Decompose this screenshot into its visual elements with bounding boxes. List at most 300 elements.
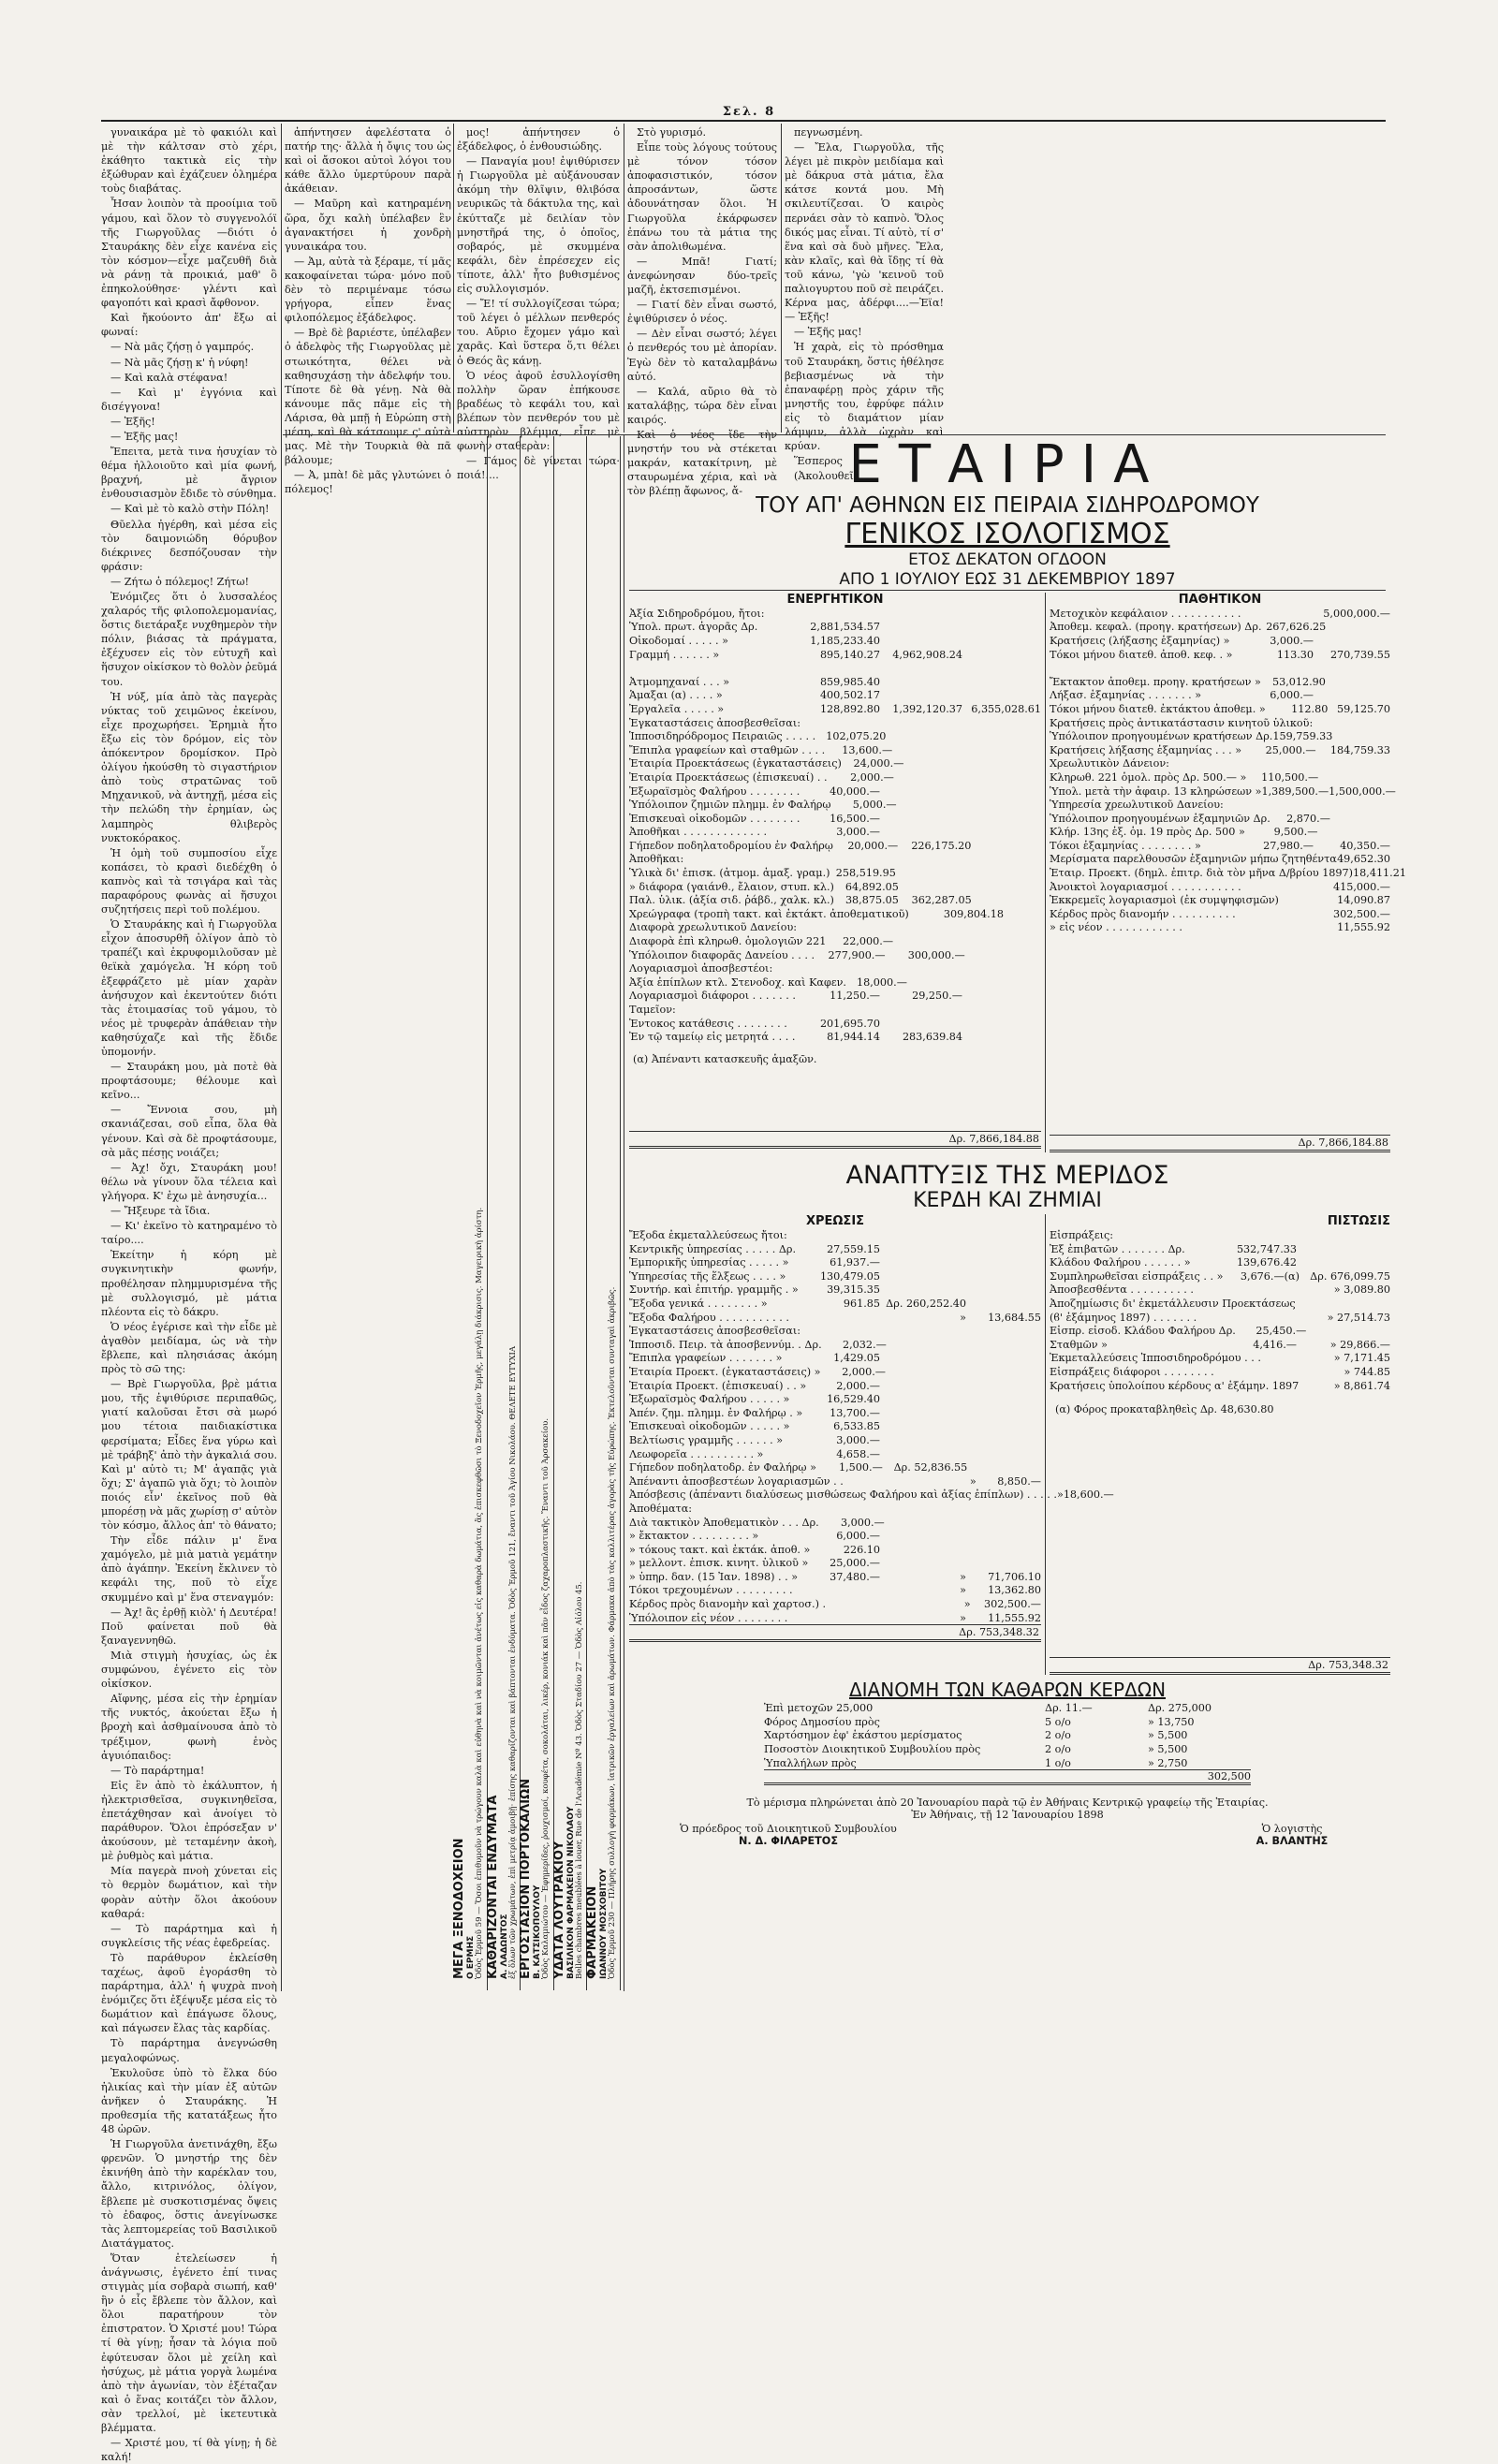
row-label: Ἀποθεμ. κεφαλ. (προηγ. κρατήσεων) Δρ.: [1050, 621, 1262, 634]
row-label: Ἀπέναντι ἀποσβεστέων λογαριασμῶν . .: [629, 1474, 844, 1488]
table-row: [1050, 812, 1390, 826]
row-amount: 18,600.—: [1063, 1489, 1114, 1502]
advertisement-title: ΦΑΡΜΑΚΕΙΟΝ: [585, 1885, 600, 1979]
paragraph: — Ἐξῆς μας!: [794, 326, 862, 339]
row-label: Ὑπόλοιπον διαφορᾶς Δανείου . . . .: [629, 948, 815, 961]
row-label: » διάφορα (γαιάνθ., ἔλαιον, στυπ. κλ.): [629, 880, 834, 893]
table-row: [629, 934, 1041, 948]
row-amount: 37,480.—: [830, 1570, 880, 1583]
paragraph: Ἕσπερος: [794, 455, 843, 468]
row-label: Ἀποζημίωσις δι' ἐκμετάλλευσιν Προεκτάσεως: [1050, 1298, 1296, 1311]
table-row: [629, 1516, 1041, 1530]
paragraph: Ἡ νύξ, μία ἀπὸ τὰς παγερὰς νύκτας τοῦ χειμῶνος ἐκείνου, εἶχε προχωρήσει. Ἐρημιὰ ἦτο ἔξω εἰς τὸν δρόμον, εἰς τὸν ἀπόκεντρον δρομίσκον. Πρὸ ὀλίγου ἠκούσθη τὸ σιγαστήριον ἀπὸ τοὺς στρατῶνας τοῦ Μηχανικοῦ, νὰ ἀντηχῇ, μέσα εἰς τὴν πελώδη τὴν ἐρημίαν, ὡς λαμπηρὸς θλιβερὸς νυκτοκόρακος.: [101, 690, 277, 844]
report-rule: [629, 590, 1386, 591]
table-row: [1050, 1255, 1390, 1269]
row-amount: 362,287.05: [911, 894, 972, 907]
paragraph: Ἐκυλοῦσε ὑπὸ τὸ ἕλκα δύο ἡλικίας καὶ τὴν μίαν ἐξ αὐτῶν ἀνῆκεν ὁ Σταυράκης. Ἡ προθεσμία τῆς κατατάξεως ἦτο 48 ὡρῶν.: [101, 2066, 277, 2136]
table-row: [629, 757, 1041, 771]
row-amount: 13,362.80: [988, 1584, 1041, 1597]
row-label: Ἀτμομηχαναί . . . »: [629, 675, 730, 688]
row-amount: 2 ο/ο: [1045, 1742, 1071, 1755]
row-label: Ἔξοδα γενικά . . . . . . . . »: [629, 1298, 768, 1311]
table-row: [629, 1297, 1041, 1311]
table-row: [629, 1570, 1041, 1584]
table-row: [629, 1611, 1041, 1625]
row-amount: 277,900.—: [828, 948, 886, 961]
story-column-2: [285, 125, 451, 496]
row-label: Διαφορὰ ἐπὶ κληρωθ. ὁμολογιῶν 221: [629, 935, 827, 948]
table-row: [1050, 853, 1390, 867]
row-amount: 415,000.—: [1332, 880, 1390, 893]
table-row: [1050, 893, 1390, 907]
credit-heading: ΠΙΣΤΩΣΙΣ: [1327, 1214, 1390, 1229]
paragraph: Εἶπε τοὺς λόγους τούτους μὲ τόνον τόσον ἀποφασιστικόν, τόσον ἀπροσάντων, ὥστε ἀδουνάτησαν ὅλοι. Ἡ Γιωργοῦλα ἐκάρφωσεν ἐπάνω του τὰ μάτια της σὰν ἀπολιθωμένα.: [627, 141, 777, 253]
row-label: Εἰσπράξεις διάφοροι . . . . . . . .: [1050, 1365, 1214, 1378]
paragraph: Τὸ παράθυρον ἐκλείσθη ταχέως, ἀφοῦ ἐγοράσθη τὸ παράρτημα, ἀλλ' ἡ ψυχρὰ πνοὴ ἐνόμιζες ὅτι ἐξέψυξε μέσα εἰς τὸ δωμάτιον καὶ ἐπάγωσε ὅλους, καὶ πάγωσεν ἔλας τὰς καρδίας.: [101, 1951, 277, 2035]
table-row: [1050, 1297, 1390, 1311]
table-row: [629, 893, 1041, 907]
advertisement-subtitle: ΙΩΑΝΝΟΥ ΜΟΣΧΟΒΙΤΟΥ: [599, 1868, 609, 1979]
table-row: [1050, 607, 1390, 621]
table-row: [629, 1447, 1041, 1461]
row-label: Ὑπολ. μετὰ τὴν ἀφαιρ. 13 κληρώσεων »: [1050, 785, 1262, 798]
table-row: [629, 1338, 1041, 1352]
row-label: Γραμμή . . . . . . »: [629, 648, 720, 661]
paragraph: Ὁ Σταυράκης καὶ ἡ Γιωργοῦλα εἶχον ἀποσυρθῆ ὀλίγον ἀπὸ τὸ τραπέζι καὶ ἐκρυφομιλοῦσαν μὲ θεϊκὰ χαμόγελα. Ἡ κόρη τοῦ ἐξεφράζετο μὲ μίαν χαρὰν ἀνήσυχον καὶ ἐκεντούτεν διότι τὰς ἑτοιμασίας τοῦ γάμου, τὸ νέος μὲ τρυφερὰν ἀπάθειαν τὴν καθησύχαζε καὶ τῆς ἔδιδε ὑπομονήν.: [101, 918, 277, 1058]
row-amount: 226.10: [843, 1543, 880, 1556]
row-amount: »: [960, 1311, 966, 1324]
paragraph: — Δὲν εἶναι σωστό; λέγει ὁ πενθερός του μὲ ἀπορίαν. Ἐγὼ δὲν τὸ καταλαμβάνω αὐτό.: [627, 328, 777, 383]
paragraph: — Ζήτω ὁ πόλεμος! Ζήτω!: [110, 575, 249, 588]
row-amount: 22,000.—: [843, 935, 894, 948]
advertisement-subtitle: Β. ΚΑΤΣΙΚΟΠΟΥΛΟΥ: [533, 1885, 543, 1979]
row-label: Μετοχικὸν κεφάλαιον . . . . . . . . . . .: [1050, 607, 1241, 620]
pl-subtitle: ΚΕΡΔΗ ΚΑΙ ΖΗΜΙΑΙ: [913, 1189, 1102, 1213]
liabilities-heading: ΠΑΘΗΤΙΚΟΝ: [1178, 593, 1262, 607]
table-row: [764, 1715, 1251, 1729]
row-label: Ἐπισκευαὶ οἰκοδομῶν . . . . . »: [629, 1420, 790, 1433]
row-amount: » 13,750: [1148, 1715, 1195, 1728]
table-row: [1050, 1228, 1390, 1242]
row-amount: »: [969, 1474, 977, 1488]
paragraph: πεγνωσμένη.: [794, 126, 863, 139]
advertisement-text: [487, 436, 519, 1987]
row-amount: 2,000.—: [850, 770, 894, 784]
table-row: [629, 785, 1041, 799]
row-label: » εἰς νέον . . . . . . . . . . . .: [1050, 921, 1182, 934]
advertisement-body: ἐξ ὅλων τῶν χρωμάτων, ἐπὶ μετρίᾳ ἀμοιβῇ· ἐπίσης καθαρίζονται καὶ βάπτονται ἐνδύματα. Ὁδὸς Ἑρμοῦ 121, ἔναντι τοῦ Ἁγίου Νικολάου. ΘΕΛΕΤΕ ΕΥΤΥΧΙΑ: [507, 1345, 518, 1979]
row-label: Ἀνοικτοὶ λογαριασμοί . . . . . . . . . . .: [1050, 880, 1241, 893]
row-label: Ὑπόλοιπον ζημιῶν πλημμ. ἐν Φαλήρῳ: [629, 799, 831, 812]
row-amount: 40,000.—: [830, 785, 880, 798]
row-amount: 25,000.—: [830, 1557, 880, 1570]
paragraph: Καὶ ἤκούοντο ἀπ' ἔξω αἱ φωναί:: [101, 312, 277, 339]
row-amount: 16,500.—: [830, 812, 880, 825]
row-label: Ἐξ ἐπιβατῶν . . . . . . . Δρ.: [1050, 1242, 1185, 1255]
row-amount: 71,706.10: [988, 1570, 1041, 1583]
page-folio: Σελ. 8: [722, 105, 776, 119]
row-label: Οἰκοδομαί . . . . . »: [629, 634, 728, 647]
row-label: Διὰ τακτικὸν Ἀποθεματικὸν . . . Δρ.: [629, 1516, 819, 1529]
table-row: [629, 1017, 1041, 1031]
advertisement-text: [453, 436, 485, 1987]
row-amount: 59,125.70: [1337, 702, 1390, 715]
table-row: [1050, 1311, 1390, 1325]
table-row: [629, 1460, 1041, 1474]
row-amount: 532,747.33: [1236, 1242, 1297, 1255]
president-name: Ν. Δ. ΦΙΛΑΡΕΤΟΣ: [739, 1835, 838, 1848]
row-label: Ἐταιρία Προεκτάσεως (ἐγκαταστάσεις): [629, 757, 842, 770]
row-amount: » 5,500: [1148, 1729, 1188, 1742]
row-label: Βελτίωσις γραμμῆς . . . . . . »: [629, 1433, 784, 1446]
table-row: [629, 1365, 1041, 1379]
paragraph: — Ἔλα, Γιωργοῦλα, τῆς λέγει μὲ πικρὸν μειδίαμα καὶ μὲ δάκρυα στὰ μάτια, ἔλα κάτσε κοντά μου. Μὴ σκιλευτίζεσαι. Ὁ καιρὸς περνάει σὰν τὸ καπνὸ. Ὅλος δικός μας εἶναι. Τί αὐτὸ, τί σ' ἕνα καὶ σὰ δυὸ μῆνες. Ἔλα, κὰν κλαῖς, καὶ θὰ ἴδῃς τί θὰ τοῦ κάνω, 'γὼ 'κεινοῦ τοῦ παλιογυρτου ποῦ σὲ πειράζει. Κέρνα μας, ἀδέρφι....—Ἐϊα! — Ἐξῆς!: [785, 141, 944, 324]
row-amount: 859,985.40: [819, 675, 880, 688]
row-label: Ταμεῖον:: [629, 1004, 676, 1017]
row-amount: » 2,750: [1148, 1756, 1188, 1769]
accountant-name: Α. ΒΛΑΝΤΗΣ: [1256, 1835, 1329, 1848]
table-row: [629, 607, 1041, 621]
paragraph: Ἡ χαρὰ, εἰς τὸ πρόσθημα τοῦ Σταυράκη, ὅστις ἠθέλησε βεβιασμένως νὰ τὴν ἐπαναφέρῃ πρὸς χάριν τῆς μνηστῆς του, ἐφρύφε πάλιν εἰς τὸ διαμάτιον μίαν λάμψιν, ἀλλὰ ὠχρὰν καὶ κρύαν.: [785, 341, 944, 453]
report-period: ΑΠΟ 1 ΙΟΥΛΙΟΥ ΕΩΣ 31 ΔΕΚΕΜΒΡΙΟΥ 1897: [839, 570, 1176, 589]
table-row: [764, 1701, 1251, 1715]
row-amount: 302,500.—: [983, 1598, 1041, 1611]
row-label: Ἔκτακτον ἀποθεμ. προηγ. κρατήσεων »: [1050, 675, 1261, 688]
table-row: [629, 1529, 1041, 1543]
paragraph: — Γιατί δὲν εἶναι σωστό, ἐψιθύρισεν ὁ νέος.: [627, 299, 777, 326]
row-amount: 2 ο/ο: [1045, 1729, 1071, 1742]
advertisement: [553, 436, 588, 1990]
row-label: Ὑπόλοιπον προηγουμένων ἑξαμηνιῶν Δρ.: [1050, 812, 1270, 825]
row-amount: »: [960, 1570, 966, 1583]
row-amount: 139,676.42: [1236, 1256, 1297, 1269]
advertisement-text: [553, 436, 585, 1987]
table-row: [629, 1406, 1041, 1420]
advertisement-text: [586, 436, 618, 1987]
row-label: Ὑπηρεσία χρεωλυτικοῦ Δανείου:: [1050, 799, 1224, 812]
row-amount: 6,000.—: [836, 1530, 880, 1543]
distribution-title: ΔΙΑΝΟΜΗ ΤΩΝ ΚΑΘΑΡΩΝ ΚΕΡΔΩΝ: [848, 1679, 1167, 1702]
row-label: Ἀποθῆκαι . . . . . . . . . . . . .: [629, 826, 767, 839]
table-row: [629, 1242, 1041, 1256]
row-label: Κεντρικῆς ὑπηρεσίας . . . . . Δρ.: [629, 1242, 797, 1255]
row-label: Ἔξοδα Φαλήρου . . . . . . . . . . .: [629, 1311, 789, 1324]
row-amount: 1,185,233.40: [810, 634, 880, 647]
advertisement-subtitle: Ο ΕΡΜΗΣ: [466, 1935, 476, 1979]
story-column-5: [785, 125, 944, 483]
row-amount: 159,759.33: [1272, 730, 1333, 743]
row-label: (ϐ' ἑξάμηνος 1897) . . . . . . .: [1050, 1311, 1197, 1324]
paragraph: — Ἀχ! ὄχι, Σταυράκη μου! θέλω νὰ γίνουν ὅλα τέλεια καὶ γλήγορα. Κ' ἐχω μὲ ἀνησυχία...: [101, 1161, 277, 1202]
row-label: Γήπεδον ποδηλατοδρομίου ἐν Φαλήρῳ: [629, 839, 833, 852]
story-column-1: [101, 125, 277, 2464]
table-row: [1050, 826, 1390, 840]
row-label: Λήξασ. ἑξαμηνίας . . . . . . . »: [1050, 689, 1202, 702]
table-row: [1050, 743, 1390, 757]
table-row: [1050, 729, 1390, 743]
assets-section: [629, 593, 1046, 1152]
table-row: [1050, 634, 1390, 648]
row-label: Εἰσπρ. εἰσοδ. Κλάδου Φαλήρου Δρ.: [1050, 1325, 1236, 1338]
row-amount: 1,500.—: [839, 1461, 883, 1474]
paragraph: Στὸ γυρισμό.: [637, 126, 707, 139]
row-label: Κέρδος πρὸς διανομὴν καὶ χαρτοσ.) .: [629, 1598, 827, 1611]
table-row: [1050, 866, 1406, 880]
row-amount: » 27,514.73: [1327, 1311, 1390, 1324]
table-row: [1050, 907, 1390, 921]
row-amount: 226,175.20: [911, 839, 972, 852]
paragraph: — Ἀχ! ἂς ἐρθῇ κιὸλ' ἡ Δευτέρα! Ποῦ φαίνεται ποῦ θὰ ξαναγεννηθῶ.: [101, 1606, 277, 1647]
row-amount: 2,881,534.57: [810, 621, 880, 634]
row-label: Ἱπποσιδηρόδρομος Πειραιῶς . . . . .: [629, 730, 816, 743]
row-amount: 11,250.—: [830, 990, 880, 1003]
table-row: [629, 1030, 1041, 1044]
pl-title: ΑΝΑΠΤΥΞΙΣ ΤΗΣ ΜΕΡΙΔΟΣ: [845, 1161, 1169, 1191]
row-amount: 3,000.—: [836, 826, 880, 839]
row-label: Κρατήσεις ὑπολοίπου κέρδους α' ἑξάμην. 1897: [1050, 1379, 1300, 1392]
row-amount: 25,000.—: [1265, 743, 1316, 756]
table-row: [629, 716, 1041, 730]
advertisement: [487, 436, 521, 1990]
table-row: [1050, 648, 1390, 662]
table-row: [629, 853, 1041, 867]
paragraph: Καὶ ὁ νέος ἴδε τὴν μνηστήν του νὰ στέκεται μακράν, κατακίτρινη, μὲ σταυρωμένα χέρια, καὶ νὰ τὸν βλέπῃ ἄφωνος, ἄ-: [627, 428, 777, 498]
row-amount: 300,000.—: [907, 948, 965, 961]
paragraph: Εἰς ἓν ἀπὸ τὸ ἐκάλυπτον, ἡ ἠλεκτρισθεῖσα, συγκινηθεῖσα, ἐπετάχθησαν καὶ ἀνοίγει τὸ παράθυρον. Ὅλοι ἐπρόσεξαν ν' ἀκούσουν, μὲ τεταμένην ἀκοὴ, μὲ ῥυθμὸς καὶ μάτια.: [101, 1779, 277, 1863]
row-label: Ἀποσβεσθέντα . . . . . . . . . .: [1050, 1283, 1194, 1297]
paragraph: — Νὰ μᾶς ζήσῃ ὁ γαμπρός.: [110, 341, 255, 354]
paragraph: Αἴφνης, μέσα εἰς τὴν ἐρημίαν τῆς νυκτός, ἀκούεται ἔξω ἡ βροχὴ καὶ ἀσθμαίνουσα ἀπὸ τὸ τρέξιμον, φωνὴ ἑνὸς ἀγυιόπαιδος:: [101, 1693, 277, 1762]
row-label: Κρατήσεις (λήξασης ἑξαμηνίας) »: [1050, 634, 1230, 647]
paragraph: — Μπᾶ! Γιατί; ἀνεφώνησαν δύο-τρεῖς μαζῆ, ἐκτσεπισμένοι.: [627, 255, 777, 297]
paragraph: Ἐνόμιζες ὅτι ὁ λυσσαλέος χαλαρός τῆς φιλοπολεμομανίας, ὅστις διετάραξε νυχθημερὸν τὴν πόλιν, βιάσας τὰ πράγματα, ἐξέχυσεν εἰς τὸν εὐτυχῆ καὶ ἥσυχον οἰκίσκον τὸ θολὸν ῥεῦμά του.: [101, 591, 277, 688]
row-amount: 6,533.85: [833, 1420, 880, 1433]
paragraph: — Ἤξευρε τὰ ἴδια.: [110, 1205, 211, 1218]
table-row: [1050, 716, 1390, 730]
row-label: Ὑπηρεσίας τῆς ἕλξεως . . . . »: [629, 1269, 786, 1283]
row-amount: 258,519.95: [835, 867, 896, 880]
table-row: [1050, 1352, 1390, 1366]
report-date: Ἐν Ἀθήναις, τῇ 12 Ἰανουαρίου 1898: [911, 1809, 1104, 1822]
row-amount: 2,032.—: [843, 1338, 887, 1351]
row-label: Λογαριασμοὶ διάφοροι . . . . . . .: [629, 990, 796, 1003]
row-label: Ἐκκρεμεῖς λογαριασμοὶ (ἐκ συμψηφισμῶν): [1050, 894, 1279, 907]
row-amount: 6,000.—: [1270, 689, 1314, 702]
row-label: Ἐπὶ μετοχῶν 25,000: [764, 1702, 874, 1715]
row-amount: 14,090.87: [1337, 894, 1390, 907]
row-amount: 53,012.90: [1271, 675, 1326, 688]
distribution-table: [764, 1701, 1251, 1769]
paragraph: — Καὶ μ' ἐγγόνια καὶ δισέγγονα!: [101, 386, 277, 413]
row-amount: 1,392,120.37: [892, 702, 962, 715]
row-label: Κλάδου Φαλήρου . . . . . . »: [1050, 1256, 1191, 1269]
table-row: [629, 1543, 1041, 1557]
row-label: » τόκους τακτ. καὶ ἐκτάκ. ἀποθ. »: [629, 1543, 811, 1556]
report-year: ΕΤΟΣ ΔΕΚΑΤΟΝ ΟΓΔΟΟΝ: [908, 550, 1107, 569]
paragraph: μος! ἀπήντησεν ὁ ἐξάδελφος, ὁ ἐνθουσιώδης.: [457, 126, 620, 154]
paragraph: Τὴν εἶδε πάλιν μ' ἕνα χαμόγελο, μὲ μιὰ ματιὰ γεμάτην ἀπὸ ἀγάπην. Ἐκείνη ἔκλινεν τὸ κεφάλι της, ποῦ τὸ εἶχε σκυμμένο καὶ μ' ἕνα στεναγμόν:: [101, 1534, 277, 1604]
row-label: Χρεώγραφα (τροπὴ τακτ. καὶ ἐκτάκτ. ἀποθεματικοῦ): [629, 907, 909, 920]
row-label: Ὑπολ. πρωτ. ἀγορᾶς Δρ.: [629, 621, 758, 634]
row-label: » μελλοντ. ἐπισκ. κινητ. ὑλικοῦ »: [629, 1557, 809, 1570]
assets-note: (α) Ἀπέναντι κατασκευῆς ἁμαξῶν.: [633, 1053, 817, 1065]
column-divider: [281, 124, 282, 1991]
row-label: Ἐξωραϊσμὸς Φαλήρου . . . . . »: [629, 1393, 790, 1406]
paragraph: — Ἔ! τί συλλογίζεσαι τώρα; τοῦ λέγει ὁ μέλλων πενθερός του. Αὔριο ἔχομεν γάμο καὶ χαρᾶς. Καὶ ὕστερα ὅ,τι θέλει ὁ Θεός ἂς κάνῃ.: [457, 298, 620, 367]
report-title: ΓΕΝΙΚΟΣ ΙΣΟΛΟΓΙΣΜΟΣ: [844, 518, 1170, 550]
distribution-total: 302,500: [764, 1769, 1251, 1785]
row-amount: 4,416.—: [1253, 1338, 1297, 1351]
row-amount: 38,875.05: [844, 894, 899, 907]
row-amount: 283,639.84: [902, 1031, 962, 1044]
advertisement-body: Ὁδὸς Καλαμιώτου — Ἐφημερίδες, ῥουχισμοί, κουφέτα, σοκολάται, λικέρ, κονιάκ καὶ πᾶν εἶδος ζαχαροπλαστικῆς. Ἔναντι τοῦ Ἀρσακείου.: [541, 1417, 551, 1979]
row-amount: Δρ. 52,836.55: [893, 1461, 968, 1474]
table-row: [1050, 880, 1390, 894]
row-amount: 8,850.—: [997, 1474, 1041, 1488]
table-row: [629, 826, 1041, 840]
table-row: [1050, 839, 1390, 853]
president-label: Ὁ πρόεδρος τοῦ Διοικητικοῦ Συμβουλίου: [680, 1823, 897, 1836]
table-row: [629, 839, 1041, 853]
table-row: [629, 702, 1041, 716]
paragraph: — Ἑξῆς μας!: [110, 430, 179, 443]
advertisement-body: Belles chambres meublées à louer, Rue de l'Académie Nº 43. Ὁδὸς Σταδίου 27 — Ὁδὸς Αἰόλου 45.: [574, 1581, 584, 1979]
row-amount: 130,479.05: [819, 1269, 880, 1283]
table-row: [629, 1283, 1041, 1298]
table-row: [629, 907, 1041, 921]
table-row: [629, 921, 1041, 935]
paragraph: — Χριστέ μου, τί θὰ γίνῃ; ἡ δὲ καλή!: [101, 2437, 277, 2464]
row-label: Ἔπιπλα γραφείων καὶ σταθμῶν . . . .: [629, 743, 826, 756]
row-label: Ὑπόλοιπον εἰς νέον . . . . . . . .: [629, 1611, 788, 1624]
row-label: Ὑπαλλήλων πρὸς: [764, 1756, 857, 1769]
row-amount: Δρ. 260,252.40: [886, 1298, 966, 1311]
row-amount: 1,429.05: [833, 1352, 880, 1365]
row-label: Λογαριασμοὶ ἀποσβεστέοι:: [629, 962, 773, 975]
row-amount: » 8,861.74: [1333, 1379, 1390, 1392]
row-label: Ἔξοδα ἐκμεταλλεύσεως ἤτοι:: [629, 1229, 787, 1242]
row-amount: 9,500.—: [1273, 826, 1318, 839]
advertisement-subtitle: Α. ΛΑΔΩΝΤΟΣ: [499, 1914, 509, 1979]
row-amount: 128,892.80: [819, 702, 880, 715]
paragraph: — Ἔννοια σου, μὴ σκανιάζεσαι, σοῦ εἶπα, ὅλα θὰ γένουν. Καὶ σὰ δὲ προφτάσουμε, σὰ μᾶς πέσῃς νοιάζει;: [101, 1104, 277, 1159]
row-amount: 3,000.—: [1270, 634, 1314, 647]
table-row: [629, 948, 1041, 962]
row-label: Κρατήσεις πρὸς ἀντικατάστασιν κινητοῦ ὑλικοῦ:: [1050, 716, 1314, 729]
table-row: [1050, 621, 1390, 635]
row-label: Ἁμαξαι (α) . . . . »: [629, 689, 723, 702]
advertisement-title: ΥΔΑΤΑ ΛΟΥΤΡΑΚΙΟΥ: [551, 1841, 566, 1979]
row-label: Τόκοι μήνου διατεθ. ἀποθ. κεφ. . »: [1050, 648, 1233, 661]
paragraph: — Ἀ, μπὰ! δὲ μᾶς γλυτώνει ὁ πόλεμος!: [285, 469, 451, 496]
company-subtitle: ΤΟΥ ΑΠ' ΑΘΗΝΩΝ ΕΙΣ ΠΕΙΡΑΙΑ ΣΙΔΗΡΟΔΡΟΜΟΥ: [756, 493, 1259, 518]
row-amount: 102,075.20: [826, 730, 887, 743]
table-row: [629, 961, 1041, 975]
row-amount: 113.30: [1276, 648, 1314, 661]
paragraph: Ὁ νέος ἐγέρισε καὶ τὴν εἶδε μὲ ἀγαθὸν μειδίαμα, ὡς νὰ τὴν ἔβλεπε, καὶ πλησιάσας ἀκόμη πρὸς τὸ σῶ της:: [101, 1320, 277, 1376]
column-divider: [453, 124, 454, 433]
row-amount: 112.80: [1291, 702, 1329, 715]
row-label: Ἐν τῷ ταμείῳ εἰς μετρητά . . . .: [629, 1031, 796, 1044]
row-amount: 81,944.14: [827, 1031, 880, 1044]
table-row: [629, 1255, 1041, 1269]
table-row: [629, 1392, 1041, 1406]
table-row: [629, 1502, 1041, 1516]
row-amount: » 29,866.—: [1329, 1338, 1390, 1351]
row-amount: 11,555.92: [988, 1611, 1041, 1624]
paragraph: — Νὰ μᾶς ζήσῃ κ' ἡ νύφη!: [110, 356, 249, 369]
row-amount: 2,000.—: [836, 1379, 880, 1392]
table-row: [1050, 921, 1390, 935]
table-row: [629, 1597, 1041, 1611]
paragraph: — Καὶ μὲ τὸ καλὸ στὴν Πόλη!: [110, 503, 270, 516]
row-label: » ὑπηρ. δαν. (15 Ἰαν. 1898) . . »: [629, 1570, 799, 1583]
row-amount: »: [963, 1598, 971, 1611]
row-label: Τόκοι ἑξαμηνίας . . . . . . . . »: [1050, 839, 1201, 852]
row-amount: » 7,171.45: [1333, 1352, 1390, 1365]
table-row: [629, 634, 1041, 648]
row-amount: 29,250.—: [912, 990, 962, 1003]
row-label: Χαρτόσημον ἐφ' ἑκάστου μερίσματος: [764, 1729, 962, 1742]
row-label: Ἐργαλεῖα . . . . . »: [629, 702, 725, 715]
advertisement: [520, 436, 554, 1990]
row-amount: 18,411.21: [1353, 867, 1406, 880]
table-row: [629, 743, 1041, 757]
row-label: Ἐταιρ. Προεκτ. (δημλ. ἐπιτρ. διὰ τὸν μῆνα Δ/βρίου 1897): [1050, 867, 1354, 880]
section-rule: [283, 434, 1386, 435]
row-label: Ἀποθῆκαι:: [629, 853, 684, 866]
paragraph: Ἐκείτην ἡ κόρη μὲ συγκινητικὴν φωνήν, προθέλησαν πλημμυρισμένα τῆς μὲ συλλογισμό, μὲ μάτια πλέοντα εἰς τὸ δάκρυ.: [101, 1249, 277, 1318]
paragraph: — Παναγία μου! ἐψιθύρισεν ἡ Γιωργοῦλα μὲ αὐξάνουσαν ἀκόμη τὴν θλῖψιν, θλιβόσα νευρικῶς τὰ δάκτυλα της, καὶ ἐκύτταζε μὲ δειλίαν τὸν μνηστῆρά της, ὁ ὁποῖος, σοβαρός, μὲ σκυμμένα κεφάλι, δὲν ἐπρέσεχεν εἰς τίποτε, ἀλλ' ἦτο βυθισμένος εἰς συλλογισμόν.: [457, 155, 620, 296]
row-amount: 61,937.—: [830, 1256, 880, 1269]
paragraph: ἀπήντησεν ἀφελέστατα ὁ πατήρ της· ἄλλὰ ἡ ὄψις του ὡς καὶ οἱ ἄσοκοι αὐτοὶ λόγοι του κάθε ἄλλο ὑμερτύρουν παρὰ ἀκάθειαν.: [285, 126, 451, 196]
table-row: [629, 1584, 1041, 1598]
row-amount: 3,000.—: [840, 1516, 885, 1529]
row-label: Γήπεδον ποδηλατοδρ. ἐν Φαλήρῳ »: [629, 1461, 816, 1474]
row-amount: » 744.85: [1344, 1365, 1390, 1378]
row-amount: 20,000.—: [847, 839, 899, 852]
row-label: Ἐκμεταλλεύσεις Ἱπποσιδηροδρόμου . . .: [1050, 1352, 1261, 1365]
table-row: [1050, 1324, 1390, 1338]
advertisement-strip: [453, 436, 620, 1990]
table-row: [629, 1269, 1041, 1283]
row-label: Ἀξία Σιδηροδρόμου, ἤτοι:: [629, 607, 765, 620]
row-label: Κέρδος πρὸς διανομήν . . . . . . . . . .: [1050, 907, 1236, 920]
accountant-label: Ὁ λογιστὴς: [1261, 1823, 1323, 1836]
story-column-4: [627, 125, 777, 498]
table-row: [1050, 1269, 1390, 1283]
top-rule: [101, 120, 1386, 122]
row-amount: 5 ο/ο: [1045, 1715, 1071, 1728]
advertisement: [586, 436, 621, 1990]
row-amount: 110,500.—: [1261, 770, 1319, 784]
row-label: Ἐντοκος κατάθεσις . . . . . . . .: [629, 1017, 787, 1030]
credit-total: Δρ. 753,348.32: [1050, 1657, 1390, 1675]
table-row: [1050, 661, 1390, 675]
advertisement-title: ΚΑΘΑΡΙΖΟΝΤΑΙ ΕΝΔΥΜΑΤΑ: [485, 1795, 500, 1979]
paragraph: Τὸ παράρτημα ἀνεγνώσθη μεγαλοφώνως.: [101, 2037, 277, 2064]
table-row: [629, 1228, 1041, 1242]
paragraph: — Ἑξῆς!: [110, 415, 155, 428]
table-row: [764, 1756, 1251, 1770]
table-row: [1050, 1379, 1390, 1393]
row-amount: 309,804.18: [943, 907, 1004, 920]
paragraph: — Σταυράκη μου, μὰ ποτὲ θὰ προφτάσουμε; θέλουμε καὶ κεῖνο...: [101, 1061, 277, 1102]
row-amount: 18,000.—: [857, 975, 907, 989]
table-row: [1050, 689, 1390, 703]
table-row: [1050, 1242, 1390, 1256]
row-amount: 5,000.—: [852, 799, 897, 812]
